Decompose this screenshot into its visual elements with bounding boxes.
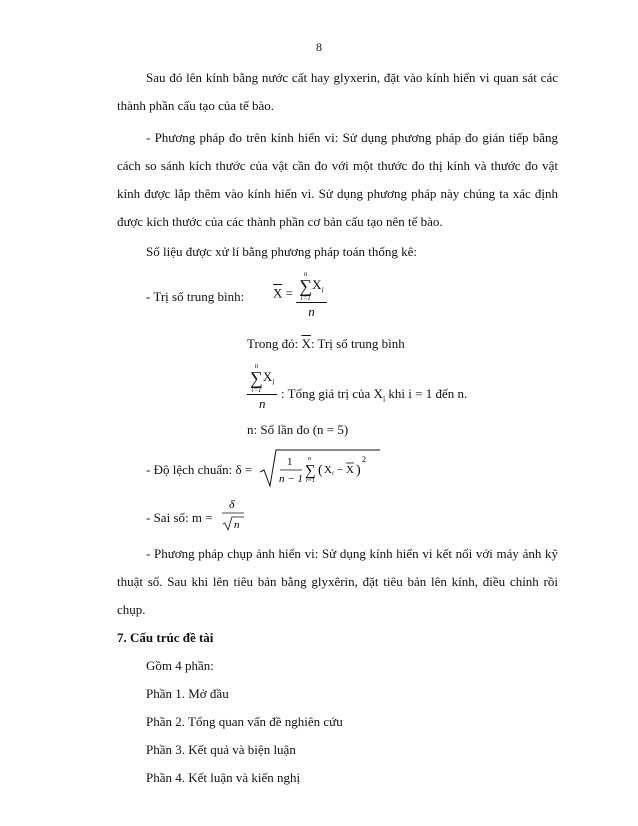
paragraph-1: Sau đó lên kính bằng nước cất hay glyxerin, đặt vào kính hiển vi quan sát các thành phần cấu tạo của tế bào. [117,70,558,113]
sum-definition: n ∑ i=1 $X_i$ n : Tổng giá trị của $X_i$ khi i = 1 đến n. [247,362,558,414]
error-equation [220,494,250,534]
svg-text:1: 1 [287,456,293,468]
mean-fraction: n ∑ i=1 $X_i$ n [296,270,326,319]
mean-equation: $\overline{X}$ = n ∑ i=1 $X_i$ n [273,270,327,319]
svg-text:δ: δ [229,497,235,511]
sum-description-a: : Tổng giá trị của X [281,386,383,401]
std-label: - Độ lệch chuẩn: δ = [146,462,253,477]
mean-label: - Trị số trung bình: [146,289,245,304]
error-formula [117,494,558,538]
svg-text:∑: ∑ [305,463,316,479]
std-formula [117,446,558,492]
paragraph-4: - Phương pháp chụp ảnh hiển vi: Sử dụng kính hiển vi kết nối với máy ảnh kỹ thuật số. Sau khi lên tiêu bản bằng glyxêrin, đặt tiêu bản lên kính, điều chỉnh rồi chụp. [117,546,558,617]
paragraph-3: Số liệu được xử lí bằng phương pháp toán thống kê: [146,244,418,259]
svg-text:): ) [356,463,361,478]
section-intro: Gồm 4 phần: [146,658,214,673]
document-body [117,64,558,792]
error-label: - Sai số: m = [146,510,213,525]
svg-text:i=1: i=1 [306,478,315,484]
std-equation [260,446,390,490]
mean-formula [117,268,558,326]
paragraph-2: - Phương pháp đo trên kính hiển vi: Sử dụng phương pháp đo gián tiếp bằng cách so sánh kích thước của vật cần đo với một thước đo thị kính và thước đo vật kính được lắp thêm vào kính hiển vi. Sử dụng phương pháp này chúng ta xác định được kích thước của các thành phần cơ bản cấu tạo nên tế bào. [117,130,558,229]
svg-text:n − 1: n − 1 [279,473,303,485]
n-description: n: Số lần đo (n = 5) [247,422,349,437]
sum-fraction: n ∑ i=1 $X_i$ n [247,362,277,411]
svg-text:X: X [324,464,332,476]
where-label: Trong đó: [247,336,299,351]
list-item: Phần 4. Kết luận và kiến nghị [146,770,301,785]
mean-description: : Trị số trung bình [310,336,405,351]
page-number: 8 [316,40,322,54]
section-title: 7. Cấu trúc đề tài [117,630,214,645]
sum-description-b: khi i = 1 đến n. [385,386,468,401]
svg-text:n: n [234,519,240,531]
svg-text:i: i [332,471,334,477]
svg-text:2: 2 [362,455,366,464]
list-item: Phần 2. Tổng quan vấn đề nghiên cứu [146,714,343,729]
where-block: Trong đó: $\overline{X}$: Trị số trung bình n ∑ i=1 $X_i$ n : Tổng giá trị của $X_i$ khi i = 1 đến n. n: Số lần đo (n = 5) [117,330,558,444]
svg-text:X: X [346,464,354,476]
svg-text:n: n [308,456,311,462]
list-item: Phần 1. Mở đầu [146,686,229,701]
svg-text:−: − [337,464,344,476]
list-item: Phần 3. Kết quả và biện luận [146,742,296,757]
svg-text:(: ( [318,463,323,478]
